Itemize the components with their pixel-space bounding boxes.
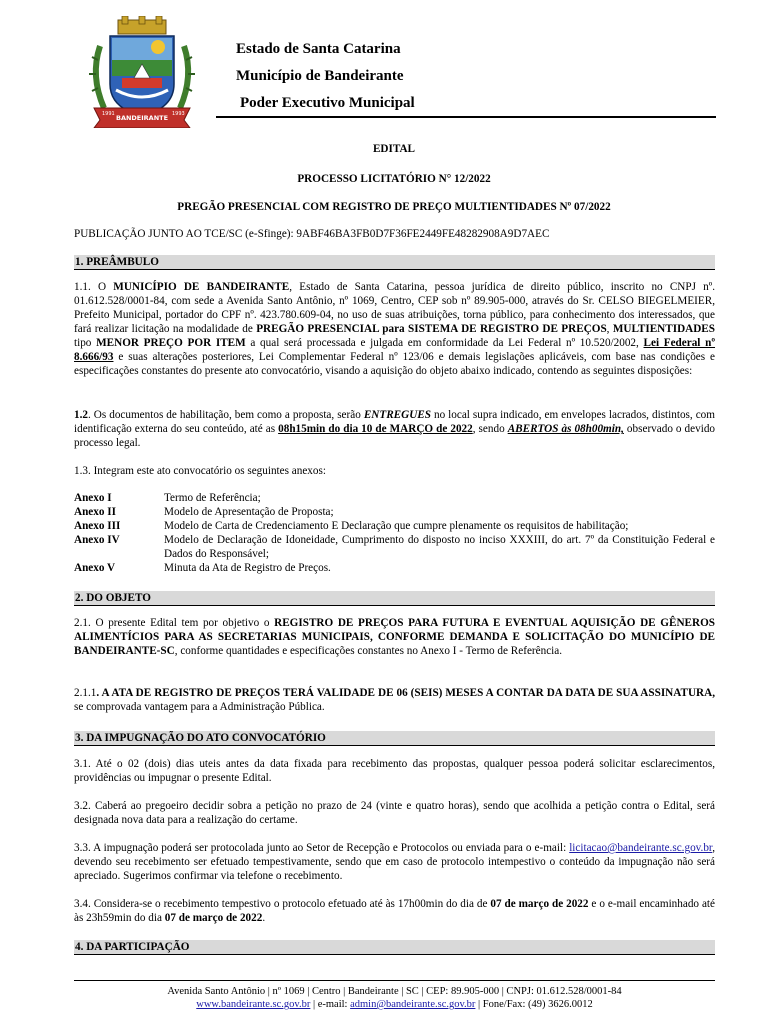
crest-year-left: 1991 (102, 111, 115, 117)
annex-description: Modelo de Apresentação de Proposta; (164, 506, 334, 518)
annex-item (74, 505, 715, 519)
paragraph-3-1: 3.1. Até o 02 (dois) dias uteis antes da data fixada para recebimento das propostas, qualquer pessoa poderá solicitar esclarecimentos, providências ou impugnar o presente Edital. (74, 758, 715, 784)
paragraph-2-1-1: 2.1.1. A ATA DE REGISTRO DE PREÇOS TERÁ VALIDADE DE 06 (SEIS) MESES A CONTAR DA DATA DE SUA ASSINATURA, se comprovada vantagem para a Administração Pública. (74, 687, 715, 713)
annex-description: Modelo de Declaração de Idoneidade, Cumprimento do disposto no inciso XXXIII, do art. 7º da Constituição Federal e Dados do Responsável; (164, 534, 715, 560)
annex-list (74, 491, 715, 575)
footer-contact: www.bandeirante.sc.gov.br | e-mail: admin@bandeirante.sc.gov.br | Fone/Fax: (49) 3626.0012 (196, 999, 593, 1010)
annex-description: Termo de Referência; (164, 492, 261, 504)
section-heading-impugnacao: 3. DA IMPUGNAÇÃO DO ATO CONVOCATÓRIO (74, 730, 715, 746)
paragraph-2-1: 2.1. O presente Edital tem por objetivo o REGISTRO DE PREÇOS PARA FUTURA E EVENTUAL AQUISIÇÃO DE GÊNEROS ALIMENTÍCIOS PARA AS SECRETARIAS MUNICIPAIS, CONFORME DEMANDA E SOLICITAÇÃO DO MUNICÍPIO DE BANDEIRANTE-SC, conforme quantidades e especificações constantes no Anexo I - Termo de Referência. (74, 617, 715, 657)
header-state: Estado de Santa Catarina (236, 41, 401, 57)
annex-item (74, 533, 715, 561)
paragraph-3-4: 3.4. Considera-se o recebimento tempestivo o protocolo efetuado até às 17h00min do dia de 07 de março de 2022 e o e-mail encaminhado até às 23h59min do dia 07 de março de 2022. (74, 898, 715, 924)
section-heading-preambulo: 1. PREÂMBULO (74, 254, 715, 270)
header-executive: Poder Executivo Municipal (240, 95, 415, 111)
letterhead (236, 36, 415, 117)
header-municipality: Município de Bandeirante (236, 68, 404, 84)
footer-email-link[interactable]: admin@bandeirante.sc.gov.br (350, 999, 476, 1010)
annex-item (74, 519, 715, 533)
publication-line: PUBLICAÇÃO JUNTO AO TCE/SC (e-Sfinge): 9ABF46BA3FB0D7F36FE2449FE48282908A9D7AEC (74, 228, 550, 240)
section-heading-objeto: 2. DO OBJETO (74, 590, 715, 606)
title-processo: PROCESSO LICITATÓRIO N° 12/2022 (297, 173, 491, 185)
paragraph-3-3: 3.3. A impugnação poderá ser protocolada junto ao Setor de Recepção e Protocolos ou enviada para o e-mail: licitacao@bandeirante.sc.gov.br, devendo seu recebimento ser efetuado tempestivamente, sendo que em caso de protocolo intempestivo o conteúdo da impugnação não será apreciado. Sugerimos confirmar via telefone o recebimento. (74, 842, 715, 882)
annex-label: Anexo II (74, 506, 116, 518)
annex-label: Anexo III (74, 520, 121, 532)
paragraph-1-3: 1.3. Integram este ato convocatório os seguintes anexos: (74, 465, 326, 477)
annex-description: Minuta da Ata de Registro de Preços. (164, 562, 331, 574)
title-edital: EDITAL (372, 143, 416, 155)
annex-label: Anexo V (74, 562, 116, 574)
paragraph-3-2: 3.2. Caberá ao pregoeiro decidir sobra a petição no prazo de 24 (vinte e quatro horas), sendo que acolhida a petição contra o Edital, será designada nova data para a realização do certame. (74, 800, 715, 826)
annex-description: Modelo de Carta de Credenciamento E Declaração que cumpre plenamente os requisitos de habilitação; (164, 520, 629, 532)
paragraph-1-1: 1.1. O MUNICÍPIO DE BANDEIRANTE, Estado de Santa Catarina, pessoa jurídica de direito público, inscrito no CNPJ nº. 01.612.528/0001-84, com sede a Avenida Santo Antônio, nº 1069, Centro, CEP sob nº 89.905-000, através do Sr. CELSO BIEGELMEIER, Prefeito Municipal, portador do CPF nº. 423.780.609-04, no uso de suas atribuições, torna público, para conhecimento dos interessados, que fará realizar licitação na modalidade de PREGÃO PRESENCIAL para SISTEMA DE REGISTRO DE PREÇOS, MULTIENTIDADES tipo MENOR PREÇO POR ITEM a qual será processada e julgada em conformidade da Lei Federal nº 10.520/2002, Lei Federal nº 8.666/93 e suas alterações posteriores, Lei Complementar Federal nº 123/06 e demais legislações aplicáveis, com base nas condições e especificações constantes do presente ato convocatório, visando a aquisição do objeto abaixo indicado, contendo as seguintes disposições: (74, 281, 716, 377)
annex-label: Anexo IV (74, 534, 120, 546)
annex-item (74, 491, 715, 505)
crest-year-right: 1993 (172, 111, 185, 117)
title-pregao: PREGÃO PRESENCIAL COM REGISTRO DE PREÇO MULTIENTIDADES Nº 07/2022 (177, 201, 611, 213)
footer-website-link[interactable]: www.bandeirante.sc.gov.br (196, 999, 311, 1010)
paragraph-1-2: 1.2. Os documentos de habilitação, bem como a proposta, serão ENTREGUES no local supra indicado, em envelopes lacrados, distintos, com identificação externa do seu conteúdo, até as 08h15min do dia 10 de MARÇO de 2022, sendo ABERTOS às 08h00min, observado o devido processo legal. (74, 409, 716, 449)
footer-address: Avenida Santo Antônio | nº 1069 | Centro | Bandeirante | SC | CEP: 89.905-000 | CNPJ: 01.612.528/0001-84 (167, 986, 622, 997)
municipal-crest-logo (86, 16, 198, 128)
annex-label: Anexo I (74, 492, 112, 504)
footer-divider (74, 980, 715, 981)
crest-banner-text: BANDEIRANTE (115, 114, 169, 122)
footer (74, 985, 715, 1011)
impugnacao-email-link[interactable]: licitacao@bandeirante.sc.gov.br (569, 842, 713, 854)
section-heading-participacao: 4. DA PARTICIPAÇÃO (74, 939, 715, 955)
annex-item (74, 561, 715, 575)
header-divider (216, 116, 716, 118)
